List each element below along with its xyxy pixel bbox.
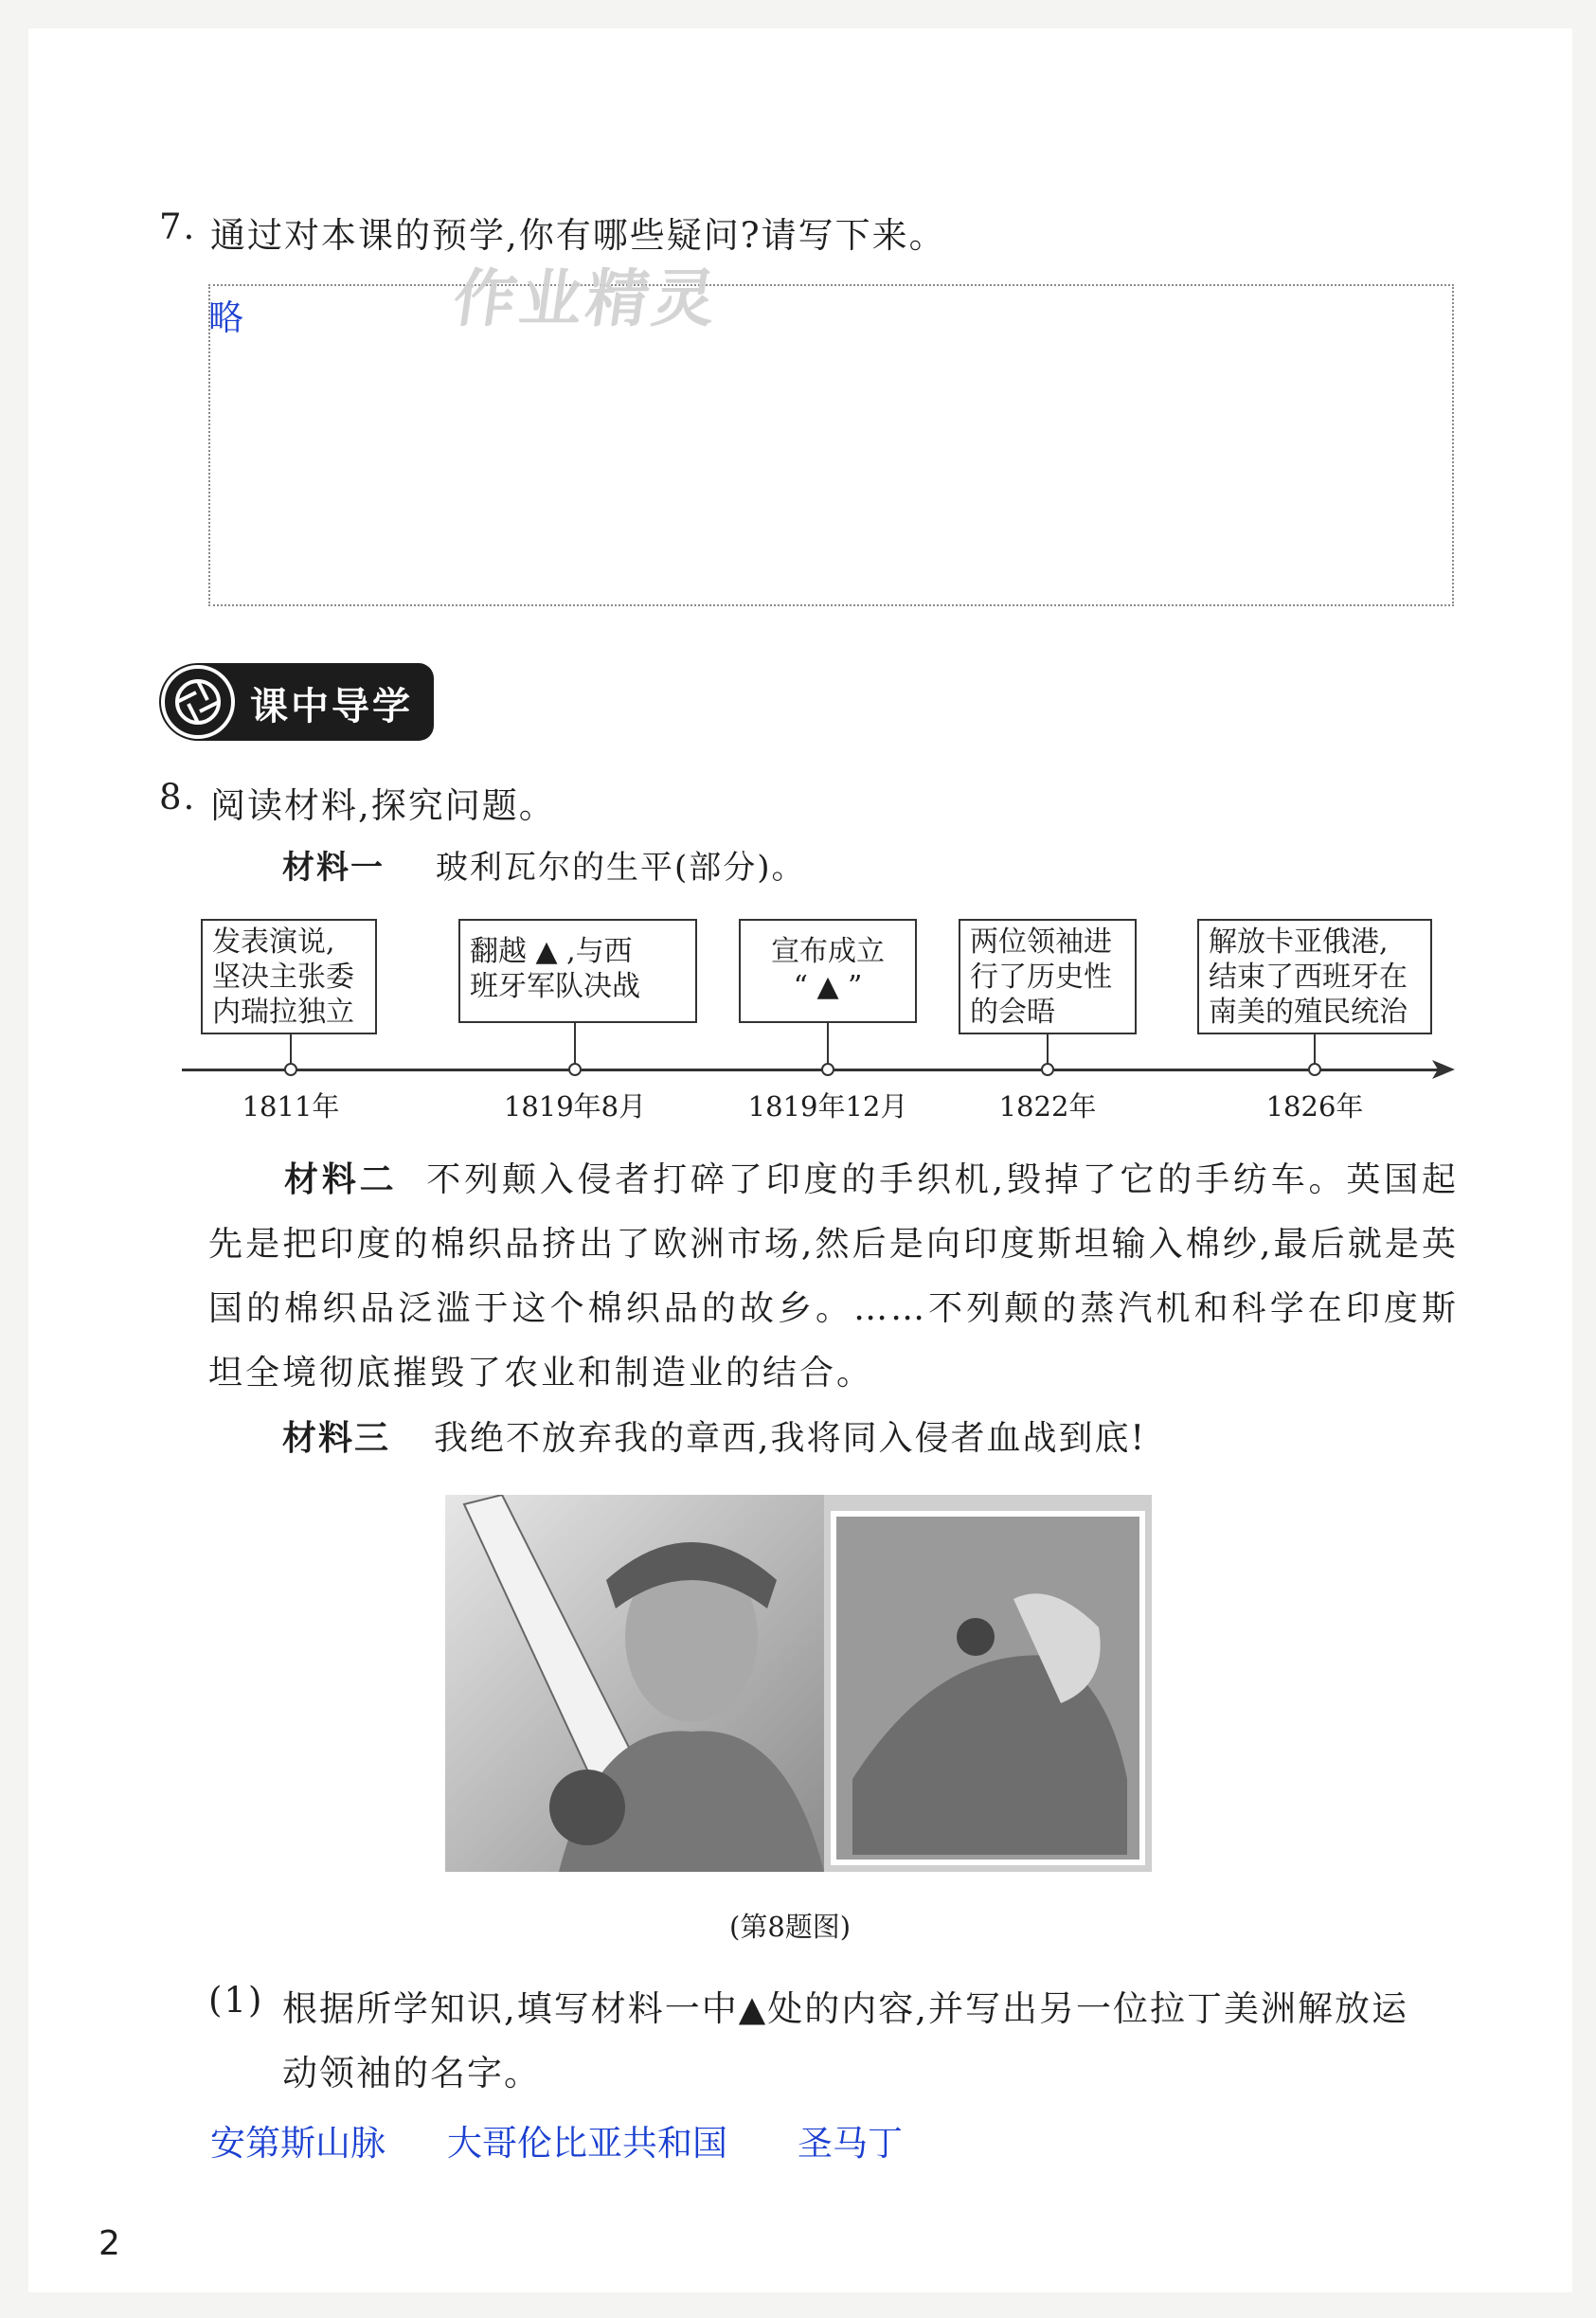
timeline-event-2: 翻越 ▲ ,与西 班牙军队决战 [458,919,697,1023]
material3-label: 材料三 [282,1419,391,1458]
timeline-event-3: 宣布成立 “ ▲ ” [739,919,917,1023]
q8-number: 8. [159,777,197,818]
timeline-arrow-icon [1432,1060,1455,1079]
timeline-year-5: 1826年 [1265,1090,1364,1123]
q7-text: 通过对本课的预学,你有哪些疑问?请写下来。 [210,215,946,256]
timeline-year-1: 1811年 [242,1090,340,1123]
timeline-event-5: 解放卡亚俄港, 结束了西班牙在 南美的殖民统治 [1197,919,1432,1034]
sub1-number: (1) [208,1980,264,2021]
sub1-answer-3: 圣马丁 [798,2123,903,2164]
sub1-answer-2: 大哥伦比亚共和国 [447,2123,727,2164]
material3-text: 我绝不放弃我的章西,我将同入侵者血战到底! [434,1419,1146,1458]
timeline-event-1: 发表演说, 坚决主张委 内瑞拉独立 [201,919,377,1034]
material1-text: 玻利瓦尔的生平(部分)。 [436,849,806,887]
timeline-axis [182,1069,1442,1071]
page-number: 2 [99,2224,120,2263]
watermark: 作业精灵 [448,262,725,335]
q7-number: 7. [159,207,197,247]
sub1-line1: 根据所学知识,填写材料一中▲处的内容,并写出另一位拉丁美洲解放运 [282,1988,1408,2029]
figure-8 [445,1495,1152,1872]
material2-text: 不列颠入侵者打碎了印度的手织机,毁掉了它的手纺车。英国起先是把印度的棉织品挤出了欧洲市场,然后是向印度斯坦输入棉纱,最后就是英国的棉织品泛滥于这个棉织品的故乡。……不列颠的蒸汽机和科学在印度斯坦全境彻底摧毁了农业和制造业的结合。 [208,1160,1459,1393]
sub1-line2: 动领袖的名字。 [282,2053,541,2093]
timeline-event-4: 两位领袖进 行了历史性 的会晤 [959,919,1137,1034]
section-badge [159,663,434,741]
q7-answer-box [208,284,1454,606]
figure-caption: (第8题图) [729,1911,852,1943]
timeline-year-2: 1819年8月 [503,1090,647,1123]
material2-label: 材料二 [284,1160,398,1199]
material1-label: 材料一 [282,849,385,887]
q7-answer: 略 [208,297,243,338]
shutter-icon [161,665,235,739]
sub1-answer-1: 安第斯山脉 [210,2123,386,2164]
section-title: 课中导学 [250,685,413,728]
timeline-year-4: 1822年 [998,1090,1097,1123]
material2-paragraph [208,1148,1459,1406]
q8-text: 阅读材料,探究问题。 [210,785,556,826]
timeline-year-3: 1819年12月 [747,1090,908,1123]
